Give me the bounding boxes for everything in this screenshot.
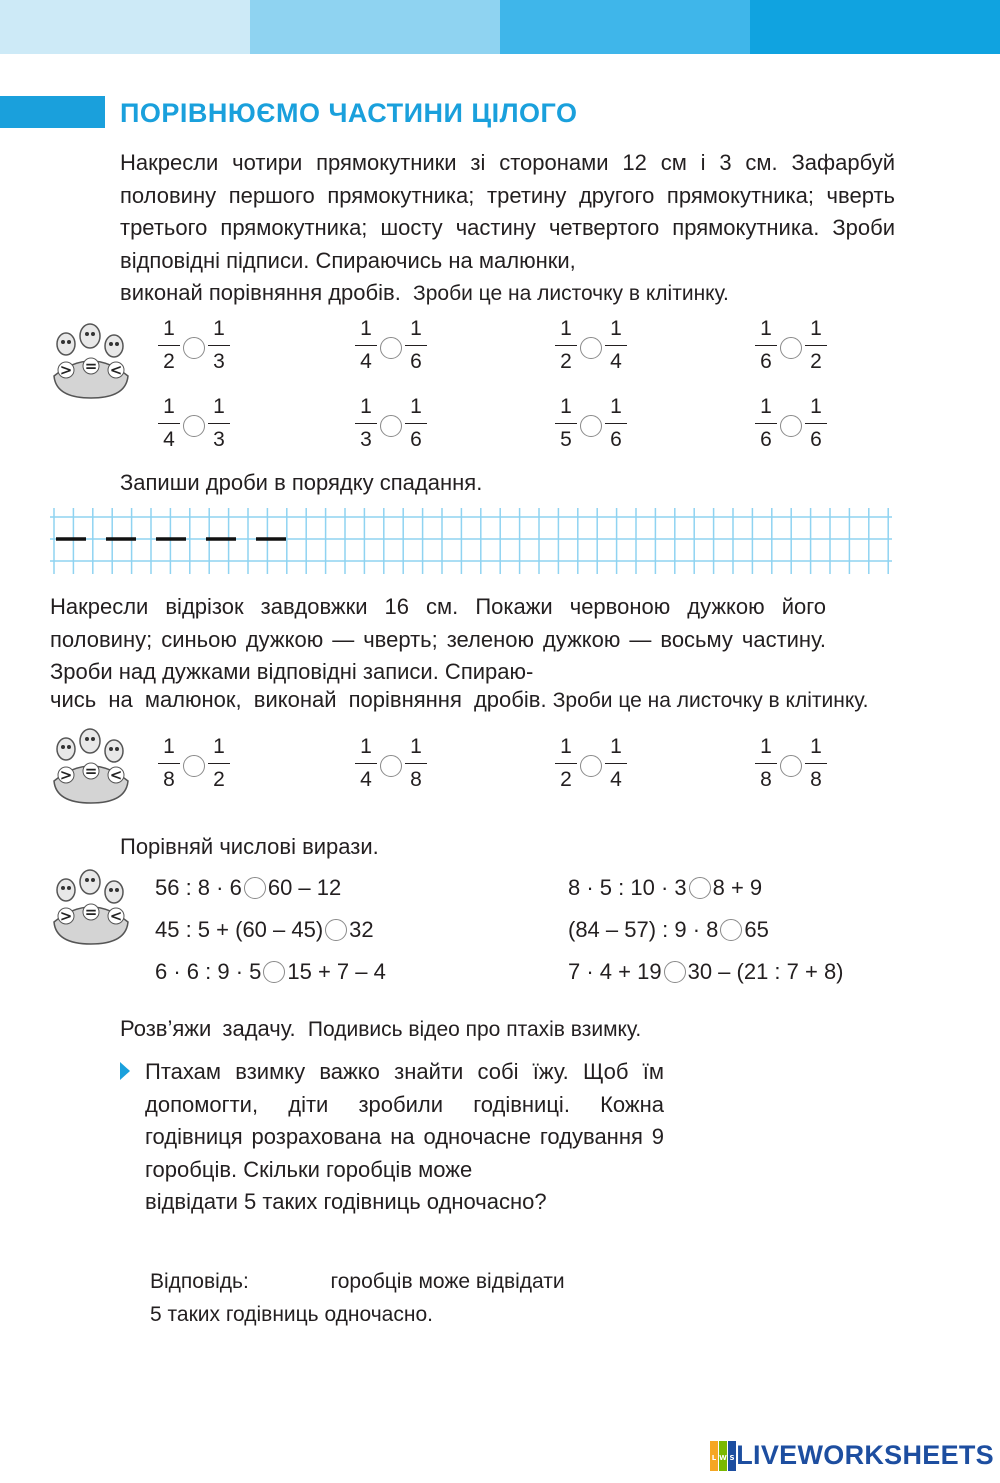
fraction-denominator: 6 <box>610 428 622 451</box>
fraction <box>805 318 827 372</box>
fraction-denominator: 4 <box>610 768 622 791</box>
fraction-numerator: 1 <box>810 317 822 340</box>
top-bar-segment <box>250 0 500 54</box>
comparison-circle[interactable] <box>720 919 742 941</box>
fraction-denominator: 2 <box>810 350 822 373</box>
page-title: ПОРІВНЮЄМО ЧАСТИНИ ЦІЛОГО <box>120 98 578 128</box>
fraction-bar <box>355 345 377 346</box>
expression-row <box>155 875 341 901</box>
fraction <box>755 318 777 372</box>
fraction-bar <box>208 423 230 424</box>
fraction <box>208 736 230 790</box>
fraction-bar <box>158 423 180 424</box>
fraction-bar <box>755 345 777 346</box>
fraction-numerator: 1 <box>213 317 225 340</box>
fraction-denominator: 3 <box>360 428 372 451</box>
comparison-circle[interactable] <box>325 919 347 941</box>
fraction-numerator: 1 <box>560 735 572 758</box>
fraction <box>805 736 827 790</box>
comparison-circle[interactable] <box>380 337 402 359</box>
task3-text <box>50 591 826 689</box>
fraction-numerator: 1 <box>810 395 822 418</box>
fraction-denominator: 8 <box>163 768 175 791</box>
fraction <box>555 318 577 372</box>
fraction-numerator: 1 <box>610 735 622 758</box>
comparison-circle[interactable] <box>780 755 802 777</box>
fraction <box>555 396 577 450</box>
fraction <box>405 318 427 372</box>
fraction-numerator: 1 <box>360 395 372 418</box>
comparison-circle[interactable] <box>580 755 602 777</box>
svg-text:L: L <box>712 1453 717 1462</box>
fraction-bar <box>555 345 577 346</box>
expression-left: (84 – 57) : 9 · 8 <box>568 917 719 942</box>
fraction-bar <box>805 763 827 764</box>
fraction-numerator: 1 <box>610 395 622 418</box>
fraction-numerator: 1 <box>760 395 772 418</box>
expression-left: 45 : 5 + (60 – 45) <box>155 917 324 942</box>
svg-text:<: < <box>109 361 123 379</box>
svg-text:>: > <box>59 766 73 784</box>
logo-badge-icon <box>710 1441 736 1471</box>
task3-last-line <box>50 687 980 713</box>
top-bar-segment <box>500 0 750 54</box>
fraction-denominator: 2 <box>560 768 572 791</box>
fraction <box>355 736 377 790</box>
expression-row <box>155 959 386 985</box>
svg-text:>: > <box>59 907 73 925</box>
task5-problem-last: відвідати 5 таких годівниць одночасно? <box>145 1189 547 1214</box>
expression-right: 30 – (21 : 7 + 8) <box>687 959 844 984</box>
task5-heading-line <box>120 1016 641 1042</box>
fraction-numerator: 1 <box>213 735 225 758</box>
expression-row <box>568 917 769 943</box>
fraction-bar <box>755 423 777 424</box>
fraction <box>805 396 827 450</box>
fraction <box>755 736 777 790</box>
fraction-bar <box>605 345 627 346</box>
fraction-bar <box>158 345 180 346</box>
task5-problem <box>145 1056 664 1219</box>
bullet-arrow-icon <box>120 1062 130 1080</box>
comparison-circle[interactable] <box>664 961 686 983</box>
expression-right: 60 – 12 <box>267 875 342 900</box>
svg-text:<: < <box>109 907 123 925</box>
fraction <box>208 396 230 450</box>
fraction-denominator: 6 <box>410 428 422 451</box>
answer-line-2: 5 таких годівниць одночасно. <box>150 1303 433 1326</box>
fraction <box>555 736 577 790</box>
fraction-bar <box>605 763 627 764</box>
fraction <box>355 318 377 372</box>
fraction-denominator: 2 <box>213 768 225 791</box>
fraction-denominator: 6 <box>760 350 772 373</box>
fraction-bar <box>355 423 377 424</box>
task1-text <box>120 147 895 311</box>
comparison-circle[interactable] <box>580 415 602 437</box>
fraction-denominator: 3 <box>213 350 225 373</box>
svg-text:S: S <box>729 1453 735 1462</box>
fraction-denominator: 4 <box>163 428 175 451</box>
fraction-denominator: 6 <box>810 428 822 451</box>
svg-text:<: < <box>109 766 123 784</box>
expression-left: 7 · 4 + 19 <box>568 959 662 984</box>
svg-text:=: = <box>84 357 98 375</box>
fraction-denominator: 8 <box>810 768 822 791</box>
expression-row <box>568 959 844 985</box>
top-color-bar <box>0 0 1000 54</box>
fraction-denominator: 8 <box>760 768 772 791</box>
fraction <box>605 318 627 372</box>
fraction <box>405 396 427 450</box>
fraction-denominator: 2 <box>560 350 572 373</box>
fraction-numerator: 1 <box>163 735 175 758</box>
expression-left: 6 · 6 : 9 · 5 <box>155 959 262 984</box>
comparison-circle[interactable] <box>780 337 802 359</box>
task2-text: Запиши дроби в порядку спадання. <box>120 470 483 495</box>
fraction <box>158 736 180 790</box>
task4-text: Порівняй числові вирази. <box>120 834 379 859</box>
fraction-bar <box>355 763 377 764</box>
logo-text: LIVEWORKSHEETS <box>736 1440 994 1470</box>
task5-heading: Розв’яжи задачу. <box>120 1016 296 1041</box>
fraction-denominator: 4 <box>610 350 622 373</box>
fraction-denominator: 3 <box>213 428 225 451</box>
fraction <box>605 396 627 450</box>
fraction-bar <box>405 423 427 424</box>
fraction-numerator: 1 <box>610 317 622 340</box>
comparison-circle[interactable] <box>780 415 802 437</box>
answer-label: Відповідь: <box>150 1270 249 1293</box>
fraction-numerator: 1 <box>360 317 372 340</box>
fraction <box>405 736 427 790</box>
svg-text:W: W <box>719 1453 728 1462</box>
fraction-denominator: 5 <box>560 428 572 451</box>
answer-grid <box>50 508 892 574</box>
fraction <box>605 736 627 790</box>
comparison-circle[interactable] <box>183 415 205 437</box>
fraction <box>158 318 180 372</box>
fraction-bar <box>158 763 180 764</box>
task1-body: Накресли чотири прямокутники зі сторонами 12 см і 3 см. Зафарбуй половину першого прямокутника; третину другого прямокутника; чверть третього прямокутника; шосту частину четвертого прямокутника. Зроби відповідні підписи. Спираючись на малюнки, <box>120 150 895 273</box>
fraction-denominator: 6 <box>410 350 422 373</box>
fraction-numerator: 1 <box>410 317 422 340</box>
fraction-numerator: 1 <box>810 735 822 758</box>
comparison-circle[interactable] <box>580 337 602 359</box>
svg-text:>: > <box>59 361 73 379</box>
fraction-denominator: 8 <box>410 768 422 791</box>
expression-left: 8 · 5 : 10 · 3 <box>568 875 687 900</box>
fraction-numerator: 1 <box>163 395 175 418</box>
expression-right: 32 <box>349 917 374 942</box>
fraction <box>158 396 180 450</box>
answer-line <box>150 1270 565 1294</box>
fraction <box>355 396 377 450</box>
fraction-bar <box>405 763 427 764</box>
expression-left: 56 : 8 · 6 <box>155 875 242 900</box>
comparison-mascot-icon <box>46 868 136 948</box>
fraction-bar <box>755 763 777 764</box>
fraction-bar <box>605 423 627 424</box>
expression-right: 15 + 7 – 4 <box>287 959 386 984</box>
expression-right: 8 + 9 <box>712 875 763 900</box>
fraction-numerator: 1 <box>760 317 772 340</box>
fraction-bar <box>805 423 827 424</box>
fraction-numerator: 1 <box>163 317 175 340</box>
expression-row <box>155 917 374 943</box>
task3-instruction: Зроби це на листочку в клітинку. <box>552 689 869 712</box>
svg-text:=: = <box>84 762 98 780</box>
fraction-bar <box>555 763 577 764</box>
fraction-numerator: 1 <box>560 317 572 340</box>
svg-text:=: = <box>84 903 98 921</box>
fraction-bar <box>208 763 230 764</box>
fraction-numerator: 1 <box>760 735 772 758</box>
fraction-numerator: 1 <box>560 395 572 418</box>
task1-last-line <box>120 277 895 311</box>
fraction-numerator: 1 <box>410 735 422 758</box>
fraction-bar <box>405 345 427 346</box>
task5-problem-body: Птахам взимку важко знайти собі їжу. Щоб їм допомогти, діти зробили годівниці. Кожна годівниця розрахована на одночасне годування 9 горобців. Скільки горобців може <box>145 1059 664 1182</box>
fraction-denominator: 2 <box>163 350 175 373</box>
fraction-numerator: 1 <box>410 395 422 418</box>
fraction-bar <box>805 345 827 346</box>
task5-instruction: Подивись відео про птахів взимку. <box>307 1018 642 1041</box>
fraction <box>755 396 777 450</box>
fraction-numerator: 1 <box>213 395 225 418</box>
title-accent <box>0 96 105 128</box>
fraction-denominator: 4 <box>360 768 372 791</box>
comparison-circle[interactable] <box>263 961 285 983</box>
fraction-bar <box>555 423 577 424</box>
comparison-circle[interactable] <box>183 755 205 777</box>
expression-row <box>568 875 762 901</box>
fraction-denominator: 4 <box>360 350 372 373</box>
task1-instruction: Зроби це на листочку в клітинку. <box>413 282 729 305</box>
comparison-mascot-icon <box>46 727 136 807</box>
task1-last-text: виконай порівняння дробів. <box>120 280 401 305</box>
task3-body: Накресли відрізок завдовжки 16 см. Покажи червоною дужкою його половину; синьою дужкою — чверть; зеленою дужкою — восьму частину. Зроби над дужками відповідні записи. Спираю- <box>50 594 826 684</box>
expression-right: 65 <box>744 917 769 942</box>
comparison-circle[interactable] <box>380 755 402 777</box>
task3-last-text: чись на малюнок, виконай порівняння дробів. <box>50 687 547 712</box>
comparison-circle[interactable] <box>380 415 402 437</box>
comparison-mascot-icon <box>46 322 136 402</box>
fraction-numerator: 1 <box>360 735 372 758</box>
comparison-circle[interactable] <box>244 877 266 899</box>
comparison-circle[interactable] <box>183 337 205 359</box>
fraction-denominator: 6 <box>760 428 772 451</box>
fraction-bar <box>208 345 230 346</box>
fraction <box>208 318 230 372</box>
comparison-circle[interactable] <box>689 877 711 899</box>
top-bar-segment <box>750 0 1000 54</box>
top-bar-segment <box>0 0 250 54</box>
answer-text: горобців може відвідати <box>330 1270 565 1293</box>
liveworksheets-logo <box>710 1440 994 1471</box>
